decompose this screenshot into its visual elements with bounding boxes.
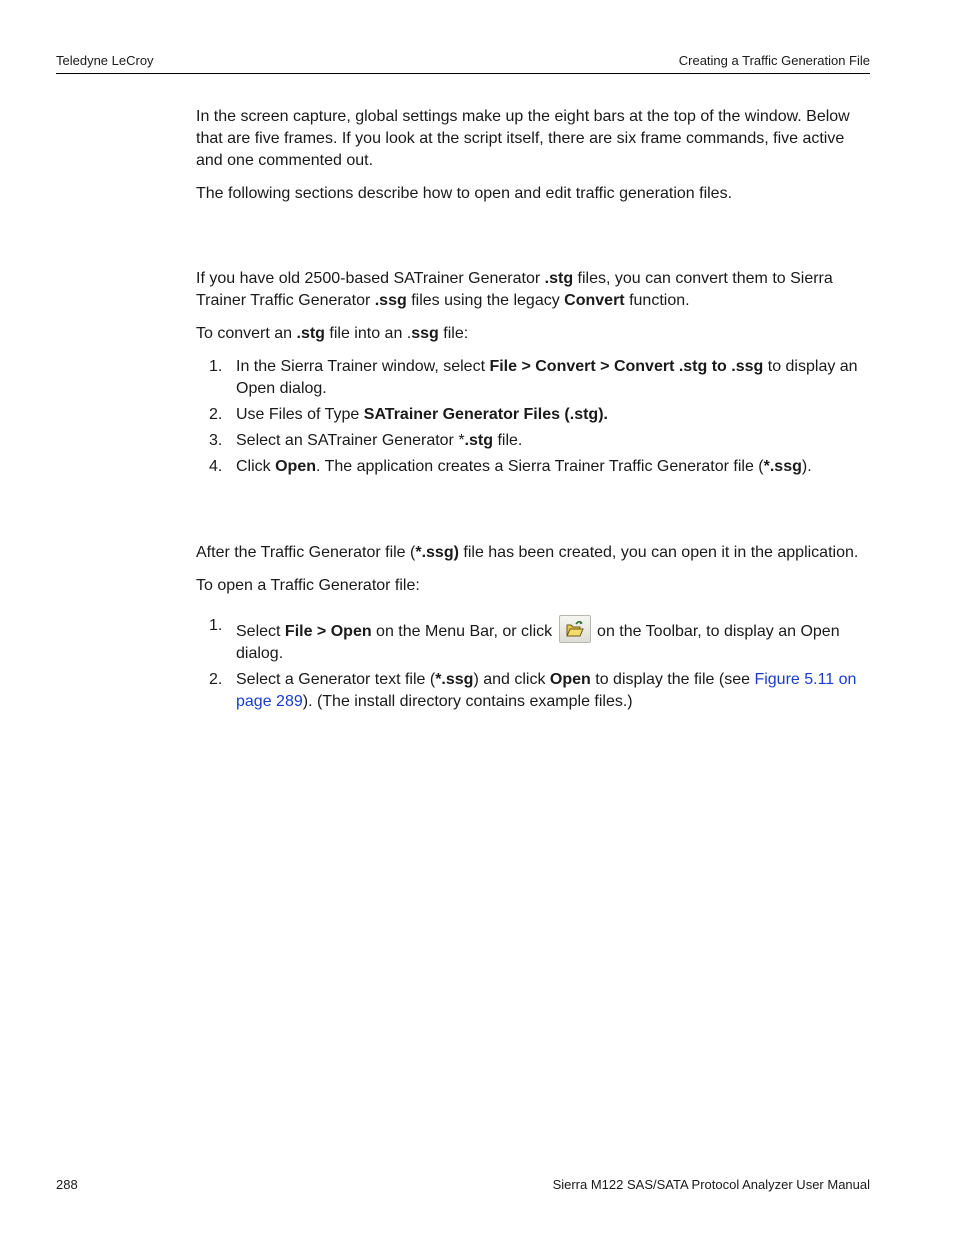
page-content [196,106,870,713]
list-item: 1. In the Sierra Trainer window, select File > Convert > Convert .stg to .ssg to display an Open dialog. [209,358,858,397]
open-paragraph-1: After the Traffic Generator file (*.ssg) file has been created, you can open it in the application. [196,544,859,561]
intro-paragraph-1: In the screen capture, global settings make up the eight bars at the top of the window. Below that are five frames. If you look at the script itself, there are six frame commands, five active and one commented out. [196,108,850,169]
convert-paragraph-1: If you have old 2500-based SATrainer Generator .stg files, you can convert them to Sierra Trainer Traffic Generator .ssg files using the legacy Convert function. [196,270,833,309]
figure-reference-link[interactable]: Figure 5.11 on page 289 [236,671,857,710]
open-folder-icon [559,615,591,643]
list-item: 2. Use Files of Type SATrainer Generator Files (.stg). [209,406,608,423]
page-header [56,53,870,74]
list-item: 1. Select File > Open on the Menu Bar, or click on the Toolbar, to display an Open dialog. [209,617,840,662]
convert-steps-list [196,356,870,478]
page-footer [56,1177,870,1192]
header-company: Teledyne LeCroy [56,53,154,68]
intro-paragraph-2: The following sections describe how to open and edit traffic generation files. [196,185,733,202]
manual-title: Sierra M122 SAS/SATA Protocol Analyzer User Manual [552,1177,870,1192]
list-item: 3. Select an SATrainer Generator *.stg file. [209,432,523,449]
list-item: 4. Click Open. The application creates a Sierra Trainer Traffic Generator file (*.ssg). [209,458,812,475]
convert-paragraph-2: To convert an .stg file into an .ssg file: [196,325,469,342]
open-steps-list [196,615,870,713]
open-paragraph-2: To open a Traffic Generator file: [196,577,420,594]
page-number: 288 [56,1177,78,1192]
list-item: 2. Select a Generator text file (*.ssg) and click Open to display the file (see Figure 5.11 on page 289). (The install directory contains example files.) [209,671,857,710]
header-section-title: Creating a Traffic Generation File [678,53,870,68]
